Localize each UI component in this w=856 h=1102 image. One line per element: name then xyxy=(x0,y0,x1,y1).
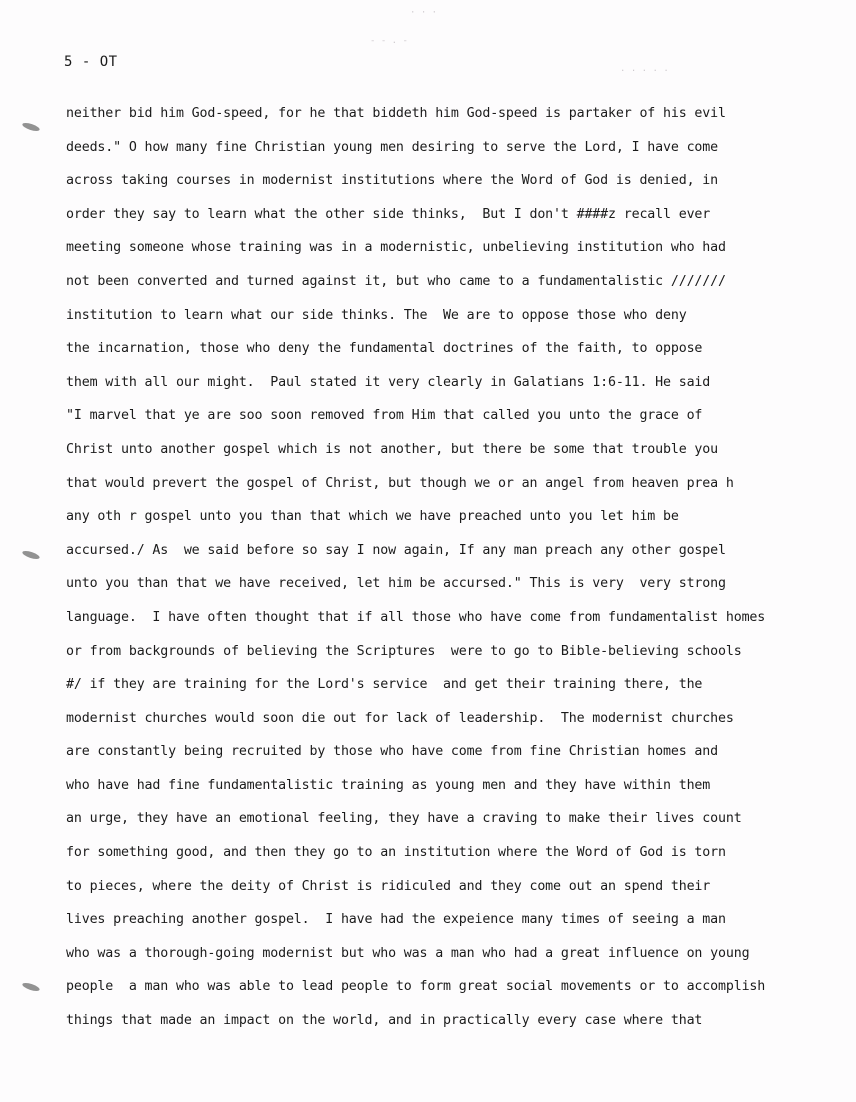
text-line: accursed./ As we said before so say I now again, If any man preach any other gospel xyxy=(66,542,726,558)
text-line: modernist churches would soon die out for lack of leadership. The modernist churches xyxy=(66,710,734,726)
text-line: people a man who was able to lead people to form great social movements or to accomplish xyxy=(66,979,766,995)
text-line: meeting someone whose training was in a modernistic, unbelieving institution who had xyxy=(66,240,726,256)
text-line: deeds." O how many fine Christian young men desiring to serve the Lord, I have come xyxy=(66,139,718,155)
text-line: #/ if they are training for the Lord's service and get their training there, the xyxy=(66,677,703,693)
text-line: them with all our might. Paul stated it very clearly in Galatians 1:6-11. He said xyxy=(66,374,711,390)
hole-punch-mark xyxy=(22,121,41,132)
text-line: Christ unto another gospel which is not another, but there be some that trouble you xyxy=(66,441,718,457)
text-line: institution to learn what our side thinks. The We are to oppose those who deny xyxy=(66,307,687,323)
page-number: 5 - OT xyxy=(64,54,118,70)
text-line: that would prevert the gospel of Christ, but though we or an angel from heaven prea h xyxy=(66,475,734,491)
text-line: lives preaching another gospel. I have had the expeience many times of seeing a man xyxy=(66,912,726,928)
text-line: to pieces, where the deity of Christ is ridiculed and they come out an spend their xyxy=(66,878,711,894)
text-line: for something good, and then they go to an institution where the Word of God is torn xyxy=(66,845,726,861)
text-line: language. I have often thought that if all those who have come from fundamentalist homes xyxy=(66,609,766,625)
hole-punch-mark xyxy=(22,549,41,560)
text-line: unto you than that we have received, let him be accursed." This is very very strong xyxy=(66,576,726,592)
text-line: the incarnation, those who deny the fundamental doctrines of the faith, to oppose xyxy=(66,341,703,357)
text-line: not been converted and turned against it, but who came to a fundamentalistic /////// xyxy=(66,273,726,289)
text-line: neither bid him God-speed, for he that biddeth him God-speed is partaker of his evil xyxy=(66,106,726,121)
text-line: "I marvel that ye are soo soon removed from Him that called you unto the grace of xyxy=(66,408,703,424)
hole-punch-mark xyxy=(22,981,41,992)
text-line: any oth r gospel unto you than that which we have preached unto you let him be xyxy=(66,509,679,525)
text-line: an urge, they have an emotional feeling, they have a craving to make their lives count xyxy=(66,811,742,827)
text-line: are constantly being recruited by those who have come from fine Christian homes and xyxy=(66,744,718,760)
typed-body-text xyxy=(66,102,846,1043)
bleed-through-mark: - - . - xyxy=(370,36,408,46)
text-line: who was a thorough-going modernist but who was a man who had a great influence on young xyxy=(66,945,750,961)
text-line: things that made an impact on the world, and in practically every case where that xyxy=(66,1013,703,1029)
bleed-through-mark: . . . . . xyxy=(620,64,669,74)
text-line: across taking courses in modernist institutions where the Word of God is denied, in xyxy=(66,173,718,189)
text-line: or from backgrounds of believing the Scriptures were to go to Bible-believing schools xyxy=(66,643,742,659)
text-line: order they say to learn what the other side thinks, But I don't ####z recall ever xyxy=(66,206,711,222)
bleed-through-mark: · · · xyxy=(410,8,438,18)
text-line: who have had fine fundamentalistic training as young men and they have within them xyxy=(66,777,711,793)
